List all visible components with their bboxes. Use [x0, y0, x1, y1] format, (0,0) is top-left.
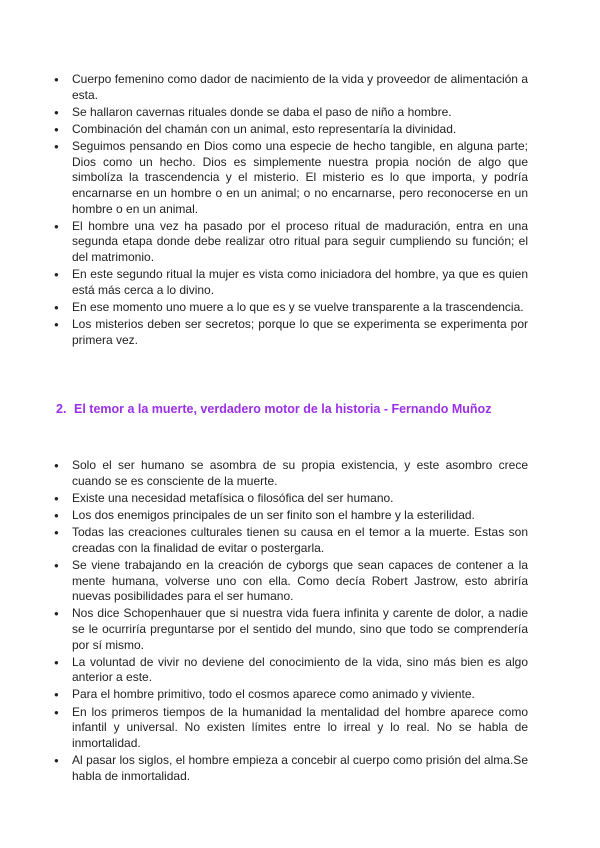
list-item: ● En los primeros tiempos de la humanidad la mentalidad del hombre aparece como infantil y universal. No existen límites entre lo irreal y lo real. No se habla de inmortalidad.: [56, 705, 528, 752]
section2-bullet-list: [56, 458, 528, 786]
section2-title: El temor a la muerte, verdadero motor de la historia - Fernando Muñoz: [74, 402, 492, 416]
list-item: ● Solo el ser humano se asombra de su propia existencia, y este asombro crece cuando se es consciente de la muerte.: [56, 458, 528, 489]
section1-bullet-list: [56, 72, 528, 350]
list-item: ● Los dos enemigos principales de un ser finito son el hambre y la esterilidad.: [56, 508, 528, 524]
list-item: ● Nos dice Schopenhauer que si nuestra vida fuera infinita y carente de dolor, a nadie se le ocurriría preguntarse por el sentido del mundo, sino que todo se comprendería por sí mismo.: [56, 606, 528, 653]
list-item: ● Seguimos pensando en Dios como una especie de hecho tangible, en alguna parte; Dios como un hecho. Dios es simplemente nuestra propia noción de algo que simbolíza la trascendencia y el misterio. El misterio es lo que importa, y podría encarnarse en un hombre o en un animal; o no encarnarse, pero reconocerse en un hombre o en un animal.: [56, 139, 528, 217]
list-item: ● Se viene trabajando en la creación de cyborgs que sean capaces de contener a la mente humana, volverse uno con ella. Como decía Robert Jastrow, esto abriría nuevas posibilidades para el ser humano.: [56, 558, 528, 605]
list-item: ● El hombre una vez ha pasado por el proceso ritual de maduración, entra en una segunda etapa donde debe realizar otro ritual para seguir cumpliendo su función; el del matrimonio.: [56, 219, 528, 266]
list-item: ● Cuerpo femenino como dador de nacimiento de la vida y proveedor de alimentación a esta.: [56, 72, 528, 103]
list-item: ● Existe una necesidad metafísica o filosófica del ser humano.: [56, 491, 528, 507]
list-item: ● Para el hombre primitivo, todo el cosmos aparece como animado y viviente.: [56, 687, 528, 703]
list-item: ● En ese momento uno muere a lo que es y se vuelve transparente a la trascendencia.: [56, 300, 528, 316]
list-item: ● Al pasar los siglos, el hombre empieza a concebir al cuerpo como prisión del alma.Se habla de inmortalidad.: [56, 753, 528, 784]
section2-number: 2.: [56, 402, 67, 416]
list-item: ● Combinación del chamán con un animal, esto representaría la divinidad.: [56, 122, 528, 138]
list-item: ● En este segundo ritual la mujer es vista como iniciadora del hombre, ya que es quien está más cerca a lo divino.: [56, 267, 528, 298]
list-item: ● La voluntad de vivir no deviene del conocimiento de la vida, sino más bien es algo anterior a este.: [56, 655, 528, 686]
list-item: ● Todas las creaciones culturales tienen su causa en el temor a la muerte. Estas son creadas con la finalidad de evitar o postergarla.: [56, 525, 528, 556]
list-item: ● Los misterios deben ser secretos; porque lo que se experimenta se experimenta por primera vez.: [56, 317, 528, 348]
list-item: ● Se hallaron cavernas rituales donde se daba el paso de niño a hombre.: [56, 105, 528, 121]
section2-heading: [56, 402, 556, 416]
